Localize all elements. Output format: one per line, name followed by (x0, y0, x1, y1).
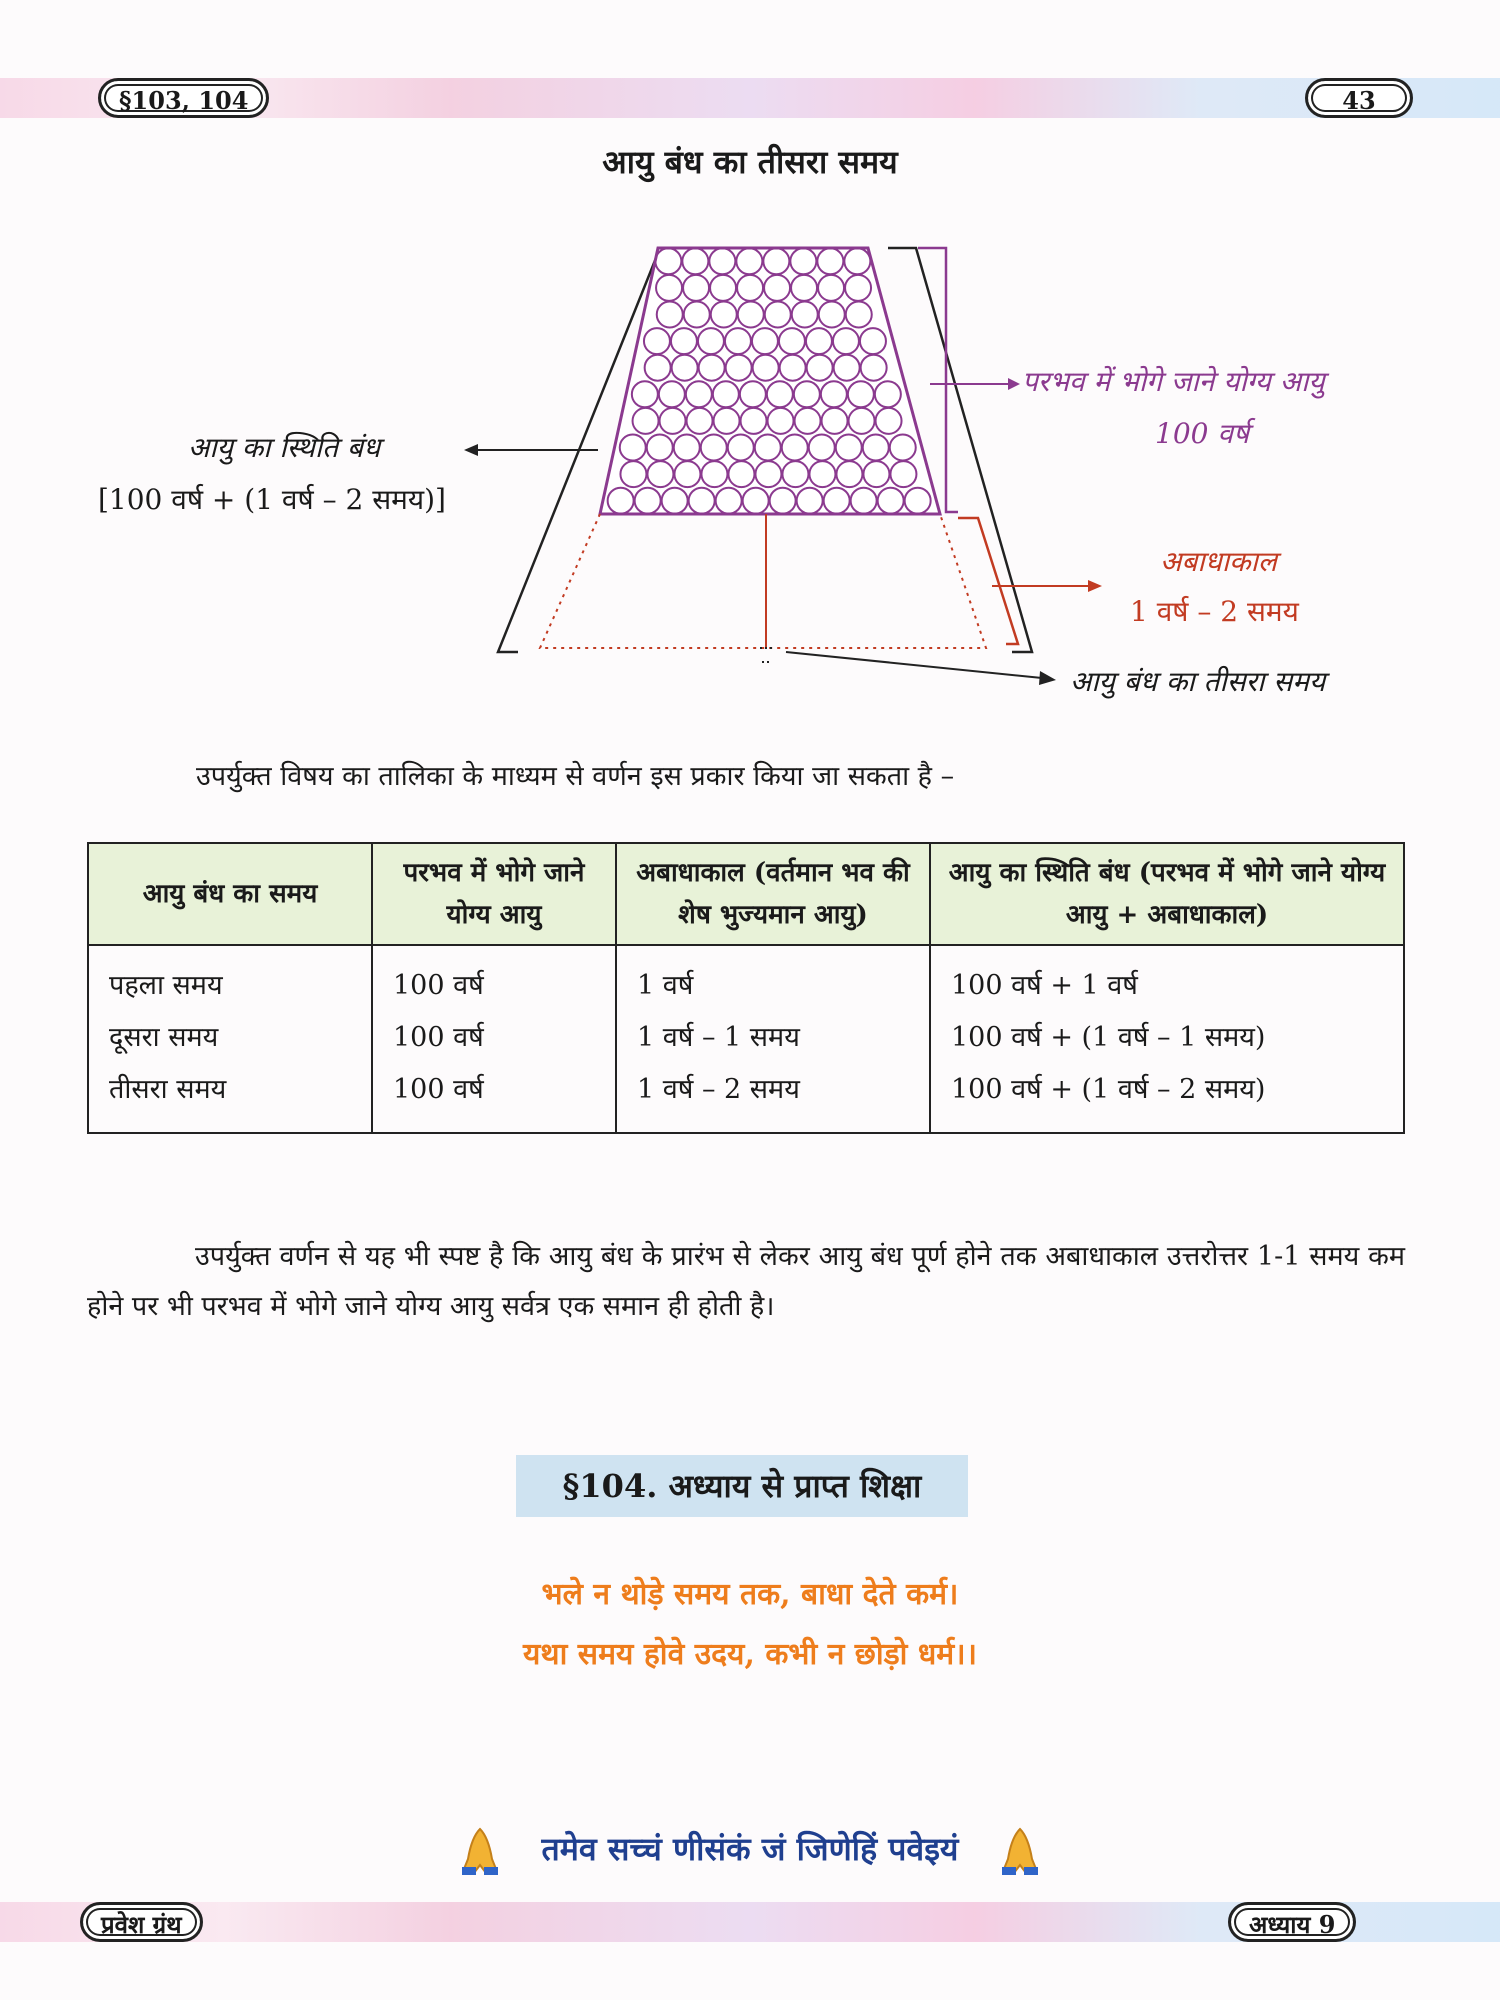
label-abadhakal: अबाधाकाल (1160, 545, 1277, 578)
table-cell-abadha: 1 वर्ष 1 वर्ष – 1 समय 1 वर्ष – 2 समय (616, 945, 930, 1133)
table-cell-parbhav: 100 वर्ष 100 वर्ष 100 वर्ष (372, 945, 616, 1133)
table-cell-samay: पहला समय दूसरा समय तीसरा समय (88, 945, 372, 1133)
table-header-row (88, 843, 1404, 945)
section-ref: §103, 104 (119, 86, 249, 115)
label-parbhav-aayu-value: 100 वर्ष (1155, 417, 1250, 450)
summary-table (87, 842, 1405, 1134)
verse-line-2: यथा समय होवे उदय, कभी न छोड़ो धर्म।। (523, 1637, 977, 1672)
page-number: 43 (1342, 86, 1376, 115)
folded-hands-icon (458, 1825, 502, 1877)
section-heading: §104. अध्याय से प्राप्त शिक्षा (516, 1455, 968, 1517)
label-sthiti-bandh: आयु का स्थिति बंध (188, 431, 381, 464)
label-third-samay: आयु बंध का तीसरा समय (1070, 665, 1326, 698)
chapter-pill (1228, 1902, 1356, 1942)
chapter-label: अध्याय 9 (1249, 1910, 1336, 1939)
folded-hands-icon (998, 1825, 1042, 1877)
table-header: आयु बंध का समय (88, 843, 372, 945)
verse-line-1: भले न थोड़े समय तक, बाधा देते कर्म। (541, 1577, 959, 1612)
intro-text: उपर्युक्त विषय का तालिका के माध्यम से वर्णन इस प्रकार किया जा सकता है – (196, 761, 955, 792)
label-parbhav-aayu: परभव में भोगे जाने योग्य आयु (1022, 365, 1325, 398)
conclusion-paragraph: उपर्युक्त वर्णन से यह भी स्पष्ट है कि आयु बंध के प्रारंभ से लेकर आयु बंध पूर्ण होने तक अबाधाकाल उत्तरोत्तर 1-1 समय कम होने पर भी परभव में भोगे जाने योग्य आयु सर्वत्र एक समान ही होती है। (87, 1241, 1405, 1322)
diagram-title: आयु बंध का तीसरा समय (602, 143, 898, 181)
table-header: अबाधाकाल (वर्तमान भव की शेष भुज्यमान आयु) (616, 843, 930, 945)
label-sthiti-bandh-value: [100 वर्ष + (1 वर्ष – 2 समय)] (98, 483, 446, 516)
footer-motto: तमेव सच्चं णीसंकं जं जिणेहिं पवेइयं (541, 1829, 959, 1868)
book-name-pill (80, 1902, 203, 1942)
footer-motto-row (0, 1825, 1500, 1877)
table-header: आयु का स्थिति बंध (परभव में भोगे जाने योग्य आयु + अबाधाकाल) (930, 843, 1404, 945)
book-name: प्रवेश ग्रंथ (101, 1910, 182, 1939)
table-row (88, 945, 1404, 1133)
table-header: परभव में भोगे जाने योग्य आयु (372, 843, 616, 945)
label-abadhakal-value: 1 वर्ष – 2 समय (1130, 595, 1299, 628)
table-cell-sthiti: 100 वर्ष + 1 वर्ष 100 वर्ष + (1 वर्ष – 1 समय) 100 वर्ष + (1 वर्ष – 2 समय) (930, 945, 1404, 1133)
